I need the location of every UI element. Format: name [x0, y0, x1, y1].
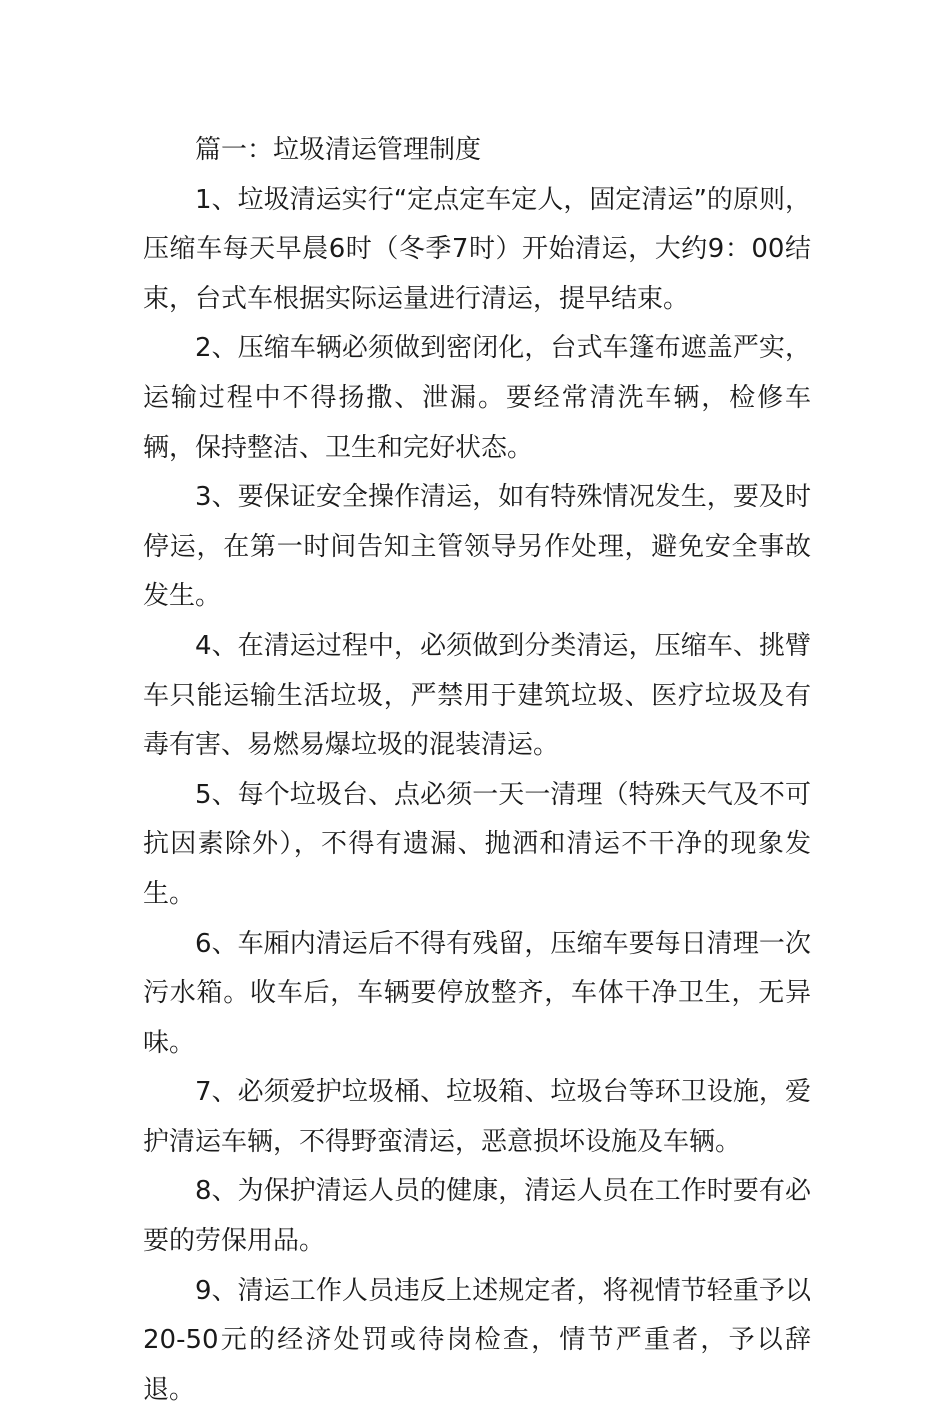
document-body	[143, 126, 811, 1415]
paragraph-rule-6: 6、车厢内清运后不得有残留，压缩车要每日清理一次污水箱。收车后，车辆要停放整齐，车体干净卫生，无异味。	[143, 928, 811, 1058]
paragraph-rule-1: 1、垃圾清运实行“定点定车定人，固定清运”的原则，压缩车每天早晨6时（冬季7时）开始清运，大约9：00结束，台式车根据实际运量进行清运，提早结束。	[143, 184, 811, 314]
document-title: 篇一：垃圾清运管理制度	[195, 135, 482, 165]
paragraph-rule-9: 9、清运工作人员违反上述规定者，将视情节轻重予以20-50元的经济处罚或待岗检查，情节严重者，予以辞退。	[143, 1275, 811, 1405]
paragraph-rule-8: 8、为保护清运人员的健康，清运人员在工作时要有必要的劳保用品。	[143, 1176, 811, 1257]
paragraph-rule-5: 5、每个垃圾台、点必须一天一清理（特殊天气及不可抗因素除外），不得有遗漏、抛洒和清运不干净的现象发生。	[143, 779, 811, 909]
paragraph-rule-2: 2、压缩车辆必须做到密闭化，台式车篷布遮盖严实，运输过程中不得扬撒、泄漏。要经常清洗车辆，检修车辆，保持整洁、卫生和完好状态。	[143, 333, 811, 463]
paragraph-rule-4: 4、在清运过程中，必须做到分类清运，压缩车、挑臂车只能运输生活垃圾，严禁用于建筑垃圾、医疗垃圾及有毒有害、易燃易爆垃圾的混装清运。	[143, 630, 811, 761]
paragraph-rule-7: 7、必须爱护垃圾桶、垃圾箱、垃圾台等环卫设施，爱护清运车辆，不得野蛮清运，恶意损坏设施及车辆。	[143, 1077, 811, 1157]
paragraph-rule-3: 3、要保证安全操作清运，如有特殊情况发生，要及时停运，在第一时间告知主管领导另作处理，避免安全事故发生。	[143, 482, 811, 612]
